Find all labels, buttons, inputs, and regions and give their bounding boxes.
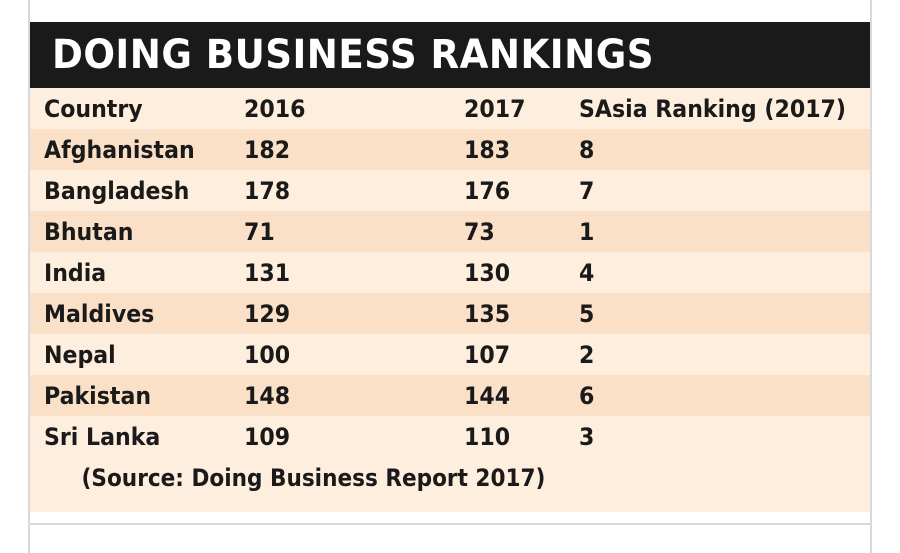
page-title: DOING BUSINESS RANKINGS — [52, 32, 654, 78]
cell-2017: 107 — [464, 340, 511, 369]
cell-sasia: 4 — [579, 258, 595, 287]
cell-2016: 109 — [244, 422, 291, 451]
cell-country: Maldives — [30, 293, 244, 334]
cell-2017: 135 — [464, 293, 579, 334]
title-bar — [30, 22, 870, 88]
cell-country: India — [44, 258, 107, 287]
cell-2016: 178 — [244, 176, 291, 205]
cell-sasia: 7 — [579, 176, 595, 205]
column-header-2017: 2017 — [464, 88, 579, 129]
table-header-row — [30, 88, 870, 129]
table-row — [30, 334, 870, 375]
card-bottom-padding — [30, 498, 870, 512]
cell-2016: 131 — [244, 258, 291, 287]
cell-sasia: 1 — [579, 211, 870, 252]
cell-2017: 73 — [464, 211, 579, 252]
cell-sasia: 8 — [579, 129, 870, 170]
cell-country: Nepal — [44, 340, 116, 369]
table-row — [30, 129, 870, 170]
source-note: (Source: Doing Business Report 2017) — [30, 457, 870, 498]
cell-sasia: 5 — [579, 293, 870, 334]
cell-2017: 144 — [464, 375, 579, 416]
cell-sasia: 3 — [579, 422, 595, 451]
cell-2017: 110 — [464, 422, 511, 451]
cell-2016: 148 — [244, 375, 464, 416]
cell-2016: 100 — [244, 340, 291, 369]
cell-country: Bangladesh — [44, 176, 190, 205]
cell-country: Bhutan — [30, 211, 244, 252]
rankings-table — [30, 88, 870, 498]
table-row — [30, 293, 870, 334]
cell-2017: 176 — [464, 176, 511, 205]
cell-country: Sri Lanka — [44, 422, 161, 451]
bottom-divider-rule — [30, 523, 870, 525]
right-divider-rule — [870, 0, 872, 553]
table-row — [30, 375, 870, 416]
table-row — [30, 170, 870, 211]
column-header-sasia-ranking: SAsia Ranking (2017) — [579, 88, 870, 129]
cell-sasia: 2 — [579, 340, 595, 369]
table-row — [30, 211, 870, 252]
cell-sasia: 6 — [579, 375, 870, 416]
cell-country: Afghanistan — [30, 129, 244, 170]
table-row — [30, 252, 870, 293]
source-row — [30, 457, 870, 498]
column-header-country: Country — [30, 88, 244, 129]
column-header-2016: 2016 — [244, 88, 464, 129]
table-row — [30, 416, 870, 457]
cell-2016: 182 — [244, 129, 464, 170]
cell-country: Pakistan — [30, 375, 244, 416]
rankings-card — [30, 22, 870, 512]
cell-2017: 183 — [464, 129, 579, 170]
cell-2016: 71 — [244, 211, 464, 252]
cell-2017: 130 — [464, 258, 511, 287]
cell-2016: 129 — [244, 293, 464, 334]
